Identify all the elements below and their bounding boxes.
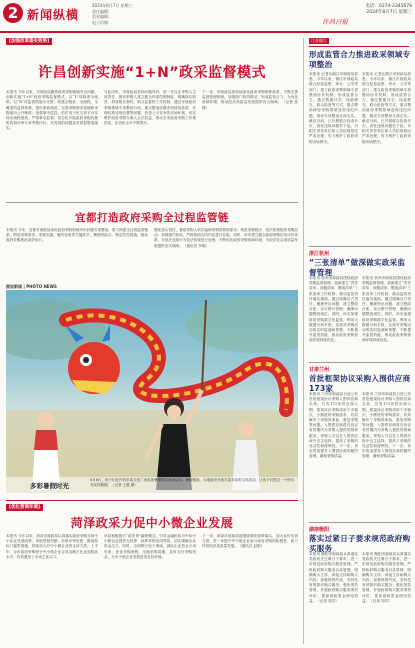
right-article-3-body-col1: 本报讯 兰州市财政局日前公布首批框架协议采购入围供应商名单，共有173家供应商入围。框架协议采购适用于多频次、小额度的采购需求，有效解决了采购效率低、重复采购等问题。入围供应商将在协议有效期内为采购人提供货物和服务，采购人可以在入围供应商中自主选择，提高了采购的灵活性和便利性。下一步，该市将加强对入围供应商的履约管理，确保采购质量。 — [309, 392, 358, 459]
right-article-1-headline: 形成监管合力推进政采领域专项整治 — [309, 50, 411, 69]
right-article-4-body-col2: 本报讯 衡阳市财政局认真落实党政机关过紧日子要求，进一步规范政府购买服务管理。严格政府购买服务目录管理，明确购买主体、承接主体和购买内容；加强预算约束，坚持先有预算后购买服务；强化绩效管理，开展政府购买服务绩效评价，提高财政资金使用效益。（记者 周洋） — [362, 552, 411, 603]
photo-illustration — [6, 290, 298, 493]
second-headline: 宜都打造政府采购全过程监管链 — [75, 212, 229, 224]
bottom-body-col2: 该局积极推行“政采贷”融资模式，引导金融机构为中标中小微企业提供无抵押、低利率的信用贷款，切实缓解企业资金压力。同时，全面推行电子保函，减轻企业资金占用负担；优化采购流程，压缩采购周期，及时支付采购资金，为中小微企业发展创造良好环境。 — [104, 534, 196, 559]
page-number-badge: 2 — [3, 3, 23, 23]
lead-body-col1: 本报讯 今年以来，市财政局聚焦政府采购领域突出问题，创新实施“1+N”政府采购监督模式，以“1”项制度为统领，以“N”项监管措施为支撑，构建全链条、全流程、全覆盖的监督体系。强化事前规范，完善采购需求管理和采购意向公开制度；加强事中监控，依托电子化交易平台实现全流程留痕；严格事后监管，常态化开展政府采购代理机构和评审专家考核评价，对发现的问题及时督促整改落实。 — [6, 90, 98, 131]
masthead-right-info — [320, 4, 412, 16]
lead-headline: 许昌创新实施“1+N”政采监督模式 — [37, 65, 267, 81]
divider — [309, 522, 411, 523]
masthead-meta — [92, 3, 144, 25]
second-body-col2: 强化源头管控，督促采购人科学编制采购预算和需求；规范采购程序，依法依规组织采购活动；加强履约验收，严格按照合同约定进行验收。同时，该市建立健全政府采购信用评价体系，对违法违规行为依法依规进行处理，不断优化政府采购营商环境，为经济社会高质量发展提供坚实保障。（通讯员 李明） — [154, 228, 298, 248]
lead-body-col3: 下一步，市财政局将持续深化政府采购制度改革，不断完善监督管理机制，加强部门协同联动，形成监管合力，为优化营商环境、推动经济高质量发展提供有力保障。（记者 张静） — [202, 90, 298, 110]
right-article-2-body-col2: 本报讯 杭州市财政局围绕政府采购监督管理，创新建立“责任清单、问题清单、整改清单”三张清单工作机制，推动监管责任落实落细。通过明确各方责任，梳理突出问题，建立整改台账，实行销号管理，确保问题整改到位。同时，该市加强政府采购数字化监管，利用大数据分析手段，实现对采购活动的实时监测和预警，不断提升监管效能，推动政府采购营商环境持续优化。 — [362, 276, 411, 343]
news-photo — [6, 290, 298, 493]
divider — [309, 362, 411, 363]
right-article-3-body-col2: 本报讯 兰州市财政局日前公布首批框架协议采购入围供应商名单，共有173家供应商入围。框架协议采购适用于多频次、小额度的采购需求，有效解决了采购效率低、重复采购等问题。入围供应商将在协议有效期内为采购人提供货物和服务，采购人可以在入围供应商中自主选择，提高了采购的灵活性和便利性。下一步，该市将加强对入围供应商的履约管理，确保采购质量。 — [362, 392, 411, 459]
masthead — [0, 0, 415, 34]
right-phone: 电话：0374-2345678 — [365, 4, 412, 9]
right-section-tag: 江苏镇江 — [311, 38, 327, 43]
column-divider — [303, 38, 304, 644]
bottom-kicker: [优化营商环境] — [6, 504, 43, 511]
meta-editor: 责任编辑： — [92, 8, 112, 14]
right-article-2-headline: “三张清单”做深做实政采监督管理 — [309, 258, 406, 277]
right-article-3-headline: 首批框架协议采购入围供应商173家 — [309, 374, 411, 393]
right-article-4-body-col1: 本报讯 衡阳市财政局认真落实党政机关过紧日子要求，进一步规范政府购买服务管理。严格政府购买服务目录管理，明确购买主体、承接主体和购买内容；加强预算约束，坚持先有预算后购买服务；强化绩效管理，开展政府购买服务绩效评价，提高财政资金使用效益。（记者 周洋） — [309, 552, 358, 603]
right-article-4-headline: 落实过紧日子要求规范政府购买服务 — [309, 534, 411, 553]
divider — [6, 500, 298, 501]
photo-section-label: 图说新闻 | PHOTO NEWS — [6, 284, 57, 289]
bottom-body-col1: 本报讯 今年以来，菏泽市财政局认真落实政府采购支持中小企业发展政策，采取预留份额、价格评审优惠、降低投标门槛等措施，持续加大对中小微企业的支持力度。上半年，全市政府采购授予中小微企业合同金额占比达到较高水平，有效激发了市场主体活力。 — [6, 534, 98, 559]
photo-caption: 8月6日，孩子们在许昌市某文化广场参加暑期舞龙表演活动。暑假期间，当地组织开展丰富多彩的文体活动，让孩子们度过一个快乐充实的假期。（记者 王磊 摄） — [90, 478, 294, 487]
paper-brand: 许昌日报 — [322, 18, 348, 26]
right-article-3-kicker: 甘肃兰州 — [309, 367, 330, 373]
right-date: 2024年8月7日 星期三 — [366, 10, 412, 15]
photo-title: 多彩暑假时光 — [30, 482, 69, 490]
second-body-col1: 本报讯 今年，宜都市财政局深化政府采购领域突出问题专项整治，着力构建全过程监管链条。围绕采购需求、采购实施、履约验收等关键环节，梳理风险点，制定防控措施，推动政府采购规范高效运行。 — [6, 228, 148, 243]
bottom-headline: 菏泽政采力促中小微企业发展 — [70, 516, 234, 530]
lead-body-col2: 与此同时，市财政局坚持问题导向，进一步压实采购人主体责任，推动采购人建立健全内部控制制度，明确岗位职责，形成相互制约、相互监督的工作机制。通过开展政府采购领域专项整治行动，重点整治设置差别歧视条款、代理机构违规收费等问题，营造公平竞争的市场环境，切实维护政府采购当事人合法权益，推动全市政府采购工作规范化、法治化水平不断提升。 — [104, 90, 196, 126]
meta-email: 电子信箱： — [92, 19, 112, 25]
right-article-2-kicker: 浙江杭州 — [309, 251, 330, 257]
top-rule — [0, 31, 415, 33]
lead-kicker: [加强改革落实效果] — [6, 38, 52, 45]
divider — [309, 246, 411, 247]
right-article-1-body-col1: 本报讯 记者从镇江市财政局获悉，今年以来，镇江市财政局联合纪检监察、审计、公安等部门，建立政府采购领域专项整治协作机制，形成监管合力。通过数据共享、线索移交、联合检查等方式，重点整治政府采购领域违规违纪问题，推动专项整治走深走实。截至目前，已开展联合检查多次，查处违规问题若干起，对相关责任单位和人员依规依纪严肃处理，有力维护了政府采购市场秩序。 — [309, 72, 358, 144]
right-article-4-kicker: 湖南衡阳 — [309, 527, 330, 533]
right-article-2-body-col1: 本报讯 杭州市财政局围绕政府采购监督管理，创新建立“责任清单、问题清单、整改清单”三张清单工作机制，推动监管责任落实落细。通过明确各方责任，梳理突出问题，建立整改台账，实行销号管理，确保问题整改到位。同时，该市加强政府采购数字化监管，利用大数据分析手段，实现对采购活动的实时监测和预警，不断提升监管效能，推动政府采购营商环境持续优化。 — [309, 276, 358, 343]
bottom-body-col3: 下一步，菏泽市财政局将继续强化政策落实，加大宣传培训力度，进一步提升中小微企业参与政府采购的积极性，助力民营经济高质量发展。（通讯员 赵刚） — [202, 534, 298, 549]
divider — [6, 202, 298, 203]
divider — [309, 46, 409, 47]
meta-art-editor: 美术编辑： — [92, 14, 112, 19]
right-article-1-body-col2: 本报讯 记者从镇江市财政局获悉，今年以来，镇江市财政局联合纪检监察、审计、公安等部门，建立政府采购领域专项整治协作机制，形成监管合力。通过数据共享、线索移交、联合检查等方式，重点整治政府采购领域违规违纪问题，推动专项整治走深走实。截至目前，已开展联合检查多次，查处违规问题若干起，对相关责任单位和人员依规依纪严肃处理，有力维护了政府采购市场秩序。 — [362, 72, 411, 144]
meta-date: 2024年8月7日 星期三 — [92, 3, 133, 8]
section-title: 新闻纵横 — [27, 8, 80, 22]
